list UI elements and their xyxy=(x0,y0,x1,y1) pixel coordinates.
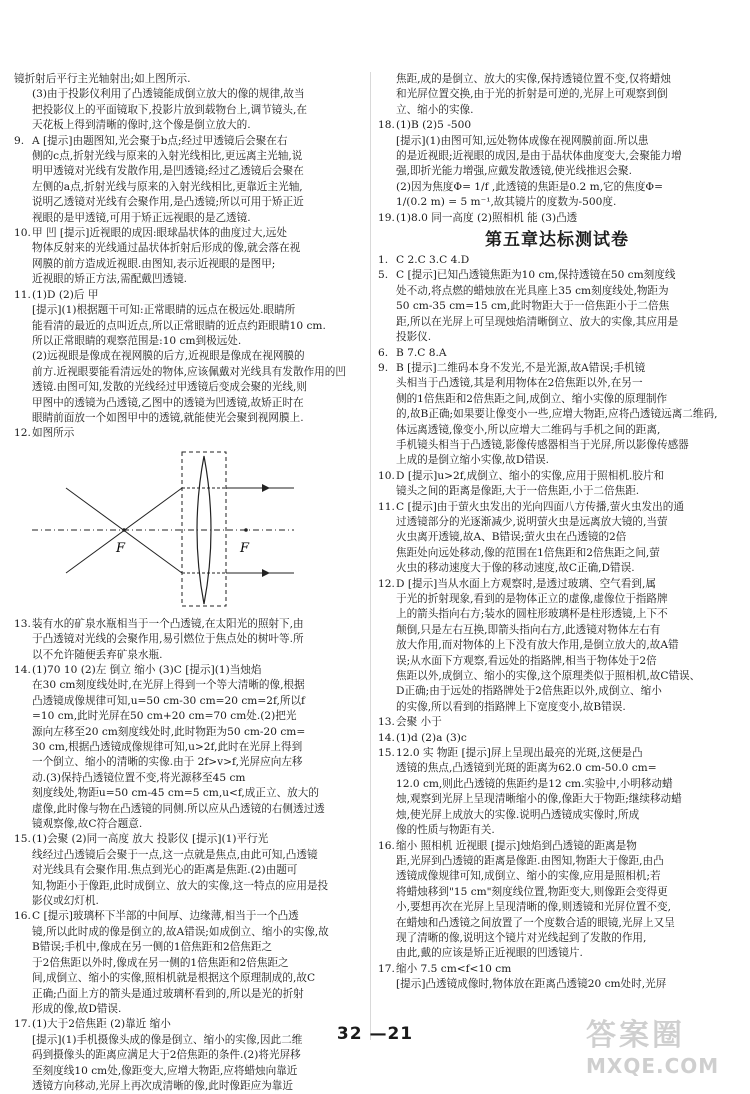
line-text: 甲图中的透镜为凸透镜,乙图中的透镜为凹透镜,故矫正时在 xyxy=(32,396,304,409)
right-column-text-b xyxy=(378,211,736,226)
text-line xyxy=(378,103,736,118)
text-line xyxy=(14,149,364,164)
line-text: 透镜的焦点,凸透镜到光斑的距离为62.0 cm-50.0 cm= xyxy=(396,762,657,775)
line-text: 距,所以在光屏上可呈现烛焰清晰倒立、放大的实像,其应用是 xyxy=(396,315,679,328)
text-line xyxy=(14,802,364,817)
text-line xyxy=(378,962,736,977)
text-line xyxy=(378,869,736,884)
line-text: B 7.C 8.A xyxy=(396,346,447,359)
text-line xyxy=(378,515,736,530)
formula-line-2: 1/(0.2 m) = 5 m⁻¹,故其镜片的度数为-500度. xyxy=(396,196,617,209)
text-line xyxy=(14,334,364,349)
text-line xyxy=(14,678,364,693)
column-divider xyxy=(370,72,371,1040)
line-text: 镜,所以此时成的像是倒立的,故A错误;如成倒立、缩小的实像,故 xyxy=(32,925,329,938)
line-text: 知,物距小于像距,此时成倒立、放大的实像,这一特点的应用是投 xyxy=(32,879,329,892)
question-number: 17. xyxy=(14,1018,31,1031)
text-line xyxy=(14,987,364,1002)
question-number: 19. xyxy=(378,211,395,224)
line-text: (1)大于2倍焦距 (2)靠近 缩小 xyxy=(32,1018,171,1031)
question-number: 14. xyxy=(14,663,31,676)
section-title: 第五章达标测试卷 xyxy=(485,230,629,251)
text-line xyxy=(378,731,736,746)
line-text: 正确;凸面上方的箭头是通过玻璃杯看到的,所以是光的折射 xyxy=(32,987,304,1000)
text-line xyxy=(378,839,736,854)
line-text: D [提示]u>2f,成倒立、缩小的实像,应用于照相机.胶片和 xyxy=(396,469,665,482)
text-line xyxy=(378,854,736,869)
line-text: [提示](1)手机摄像头成的像是倒立、缩小的实像,因此二维 xyxy=(32,1033,303,1046)
watermark-logo xyxy=(586,1010,736,1078)
line-text: 30 cm,根据凸透镜成像规律可知,u>2f,此时在光屏上得到 xyxy=(32,741,303,753)
text-line xyxy=(378,669,736,684)
line-text: [提示]凸透镜成像时,物体放在距离凸透镜20 cm处时,光屏 xyxy=(396,978,667,991)
text-line xyxy=(378,87,736,102)
text-line xyxy=(14,1002,364,1017)
text-line xyxy=(14,740,364,755)
text-line xyxy=(14,617,364,632)
text-line xyxy=(378,561,736,576)
text-line xyxy=(378,977,736,992)
line-text: 火虫离开透镜,故A、B错误;萤火虫在凸透镜的2倍 xyxy=(396,531,627,544)
line-text: (1)D (2)后 甲 xyxy=(32,288,99,301)
text-line xyxy=(14,365,364,380)
text-line xyxy=(378,638,736,653)
watermark-bottom: MXQE.COM xyxy=(586,1054,720,1078)
question-number: 10. xyxy=(14,227,31,240)
arrow-1-icon xyxy=(262,484,270,492)
text-line xyxy=(14,103,364,118)
text-line xyxy=(378,792,736,807)
line-text: [提示](1)由图可知,远处物体成像在视网膜前面.所以患 xyxy=(396,134,649,147)
text-line xyxy=(14,725,364,740)
line-text: 和光屏位置交换,由于光的折射是可逆的,光屏上可观察到倒 xyxy=(396,88,668,101)
arrow-2-icon xyxy=(262,569,270,577)
line-text: 一个倒立、缩小的清晰的实像.由于 2f>v>f,光屏应向左移 xyxy=(32,756,303,769)
text-line xyxy=(14,211,364,226)
question-number: 14. xyxy=(378,731,395,744)
text-line xyxy=(14,349,364,364)
line-text: 头相当于凸透镜,其是利用物体在2倍焦距以外,在另一 xyxy=(396,377,643,390)
line-text: 能看清的最近的点叫近点,所以正常眼睛的近点约距眼睛10 cm. xyxy=(32,319,326,332)
line-text: (1)会聚 (2)同一高度 放大 投影仪 [提示](1)平行光 xyxy=(32,833,269,846)
question-number: 12. xyxy=(14,427,31,440)
watermark-top: 答案圈 xyxy=(586,1018,685,1053)
formula-line-1: (2)因为焦度Φ= 1/f ,此透镜的焦距是0.2 m,它的焦度Φ= xyxy=(396,180,663,193)
text-line xyxy=(14,956,364,971)
line-text: 会聚 小于 xyxy=(396,716,442,729)
text-line xyxy=(14,848,364,863)
left-column xyxy=(14,72,364,1094)
text-line xyxy=(14,195,364,210)
text-line xyxy=(14,257,364,272)
line-text: 透镜成像规律可知,成倒立、缩小的实像,应用是照相机;若 xyxy=(396,870,661,883)
line-text: 手机镜头相当于凸透镜,影像传感器相当于光屏,所以影像传感器 xyxy=(396,438,689,451)
line-text: C [提示]玻璃杯下半部的中间厚、边缘薄,相当于一个凸透 xyxy=(32,910,299,923)
line-text: 至刻度线10 cm处,像距变大,应增大物距,应将蜡烛向靠近 xyxy=(32,1064,298,1077)
text-line xyxy=(378,700,736,715)
line-text: (1)70 10 (2)左 倒立 缩小 (3)C [提示](1)当烛焰 xyxy=(32,663,262,676)
line-text: (1)B (2)5 -500 xyxy=(396,119,472,132)
text-line xyxy=(378,946,736,961)
line-text: (1)8.0 同一高度 (2)照相机 能 (3)凸透 xyxy=(396,211,578,224)
question-number: 5. xyxy=(378,269,389,282)
text-line xyxy=(14,1064,364,1079)
line-text: 侧的c点,折射光线与原来的入射光线相比,更远离主光轴,说 xyxy=(32,150,303,163)
text-line xyxy=(14,241,364,256)
text-line xyxy=(14,303,364,318)
text-line xyxy=(14,396,364,411)
line-text: 将蜡烛移到"15 cm"刻度线位置,物距变大,则像距会变得更 xyxy=(396,885,668,898)
question-number: 10. xyxy=(378,469,395,482)
text-line xyxy=(378,761,736,776)
text-line xyxy=(14,180,364,195)
text-line xyxy=(378,149,736,164)
line-text: 处不动,将点燃的蜡烛放在光具座上35 cm刻度线处,物距为 xyxy=(396,284,669,297)
line-text: 于2倍焦距以外时,像成在另一侧的1倍焦距和2倍焦距之 xyxy=(32,956,289,969)
line-text: 透镜.由图可知,发散的光线经过甲透镜后变成会聚的光线,则 xyxy=(32,381,307,394)
focus-left-dot xyxy=(122,528,126,532)
convex-lens-ray-diagram xyxy=(32,444,302,614)
line-text: 12.0 实 物距 [提示]屏上呈现出最亮的光斑,这便是凸 xyxy=(396,747,643,760)
text-line xyxy=(14,832,364,847)
right-column xyxy=(378,72,736,993)
text-line xyxy=(14,380,364,395)
line-text: 焦距,成的是倒立、放大的实像,保持透镜位置不变,仅将蜡烛 xyxy=(396,73,671,85)
text-line xyxy=(14,426,364,441)
left-column-text-b xyxy=(14,617,364,1094)
text-line xyxy=(14,118,364,133)
focus-right-dot xyxy=(244,528,248,532)
question-number: 18. xyxy=(378,119,395,132)
line-text: 体远离透镜,像变小,所以应增大二维码与手机之间的距离, xyxy=(396,423,661,436)
line-text: 源向左移至20 cm刻度线处时,此时物距为50 cm-20 cm= xyxy=(32,725,306,738)
text-line xyxy=(14,694,364,709)
line-text: 说明乙透镜对光线有会聚作用,是凸透镜;所以可用于矫正近 xyxy=(32,196,304,209)
line-text: 眼睛前面放一个如图甲中的透镜,就能使光会聚到视网膜上. xyxy=(32,411,304,424)
line-text: 侧的1倍焦距和2倍焦距之间,成倒立、缩小实像的原理制作 xyxy=(396,392,668,405)
question-number: 13. xyxy=(14,617,31,630)
line-text: (2)远视眼是像成在视网膜的后方,近视眼是像成在视网膜的 xyxy=(32,350,305,363)
line-text: 明甲透镜对光线有发散作用,是凹透镜;经过乙透镜后会聚在 xyxy=(32,165,304,178)
line-text: 50 cm-35 cm=15 cm,此时物距大于一倍焦距小于二倍焦 xyxy=(396,300,670,313)
line-text: 放大作用,而对物体的上下没有放大作用,是倒立放大的,故A错 xyxy=(396,639,679,652)
line-text: 装有水的矿泉水瓶相当于一个凸透镜,在太阳光的照射下,由 xyxy=(32,617,304,630)
line-text: 烛,使光屏上成放大的实像.说明凸透镜成实像时,所成 xyxy=(396,808,640,821)
line-text: 以不允许随便丢弃矿泉水瓶. xyxy=(32,648,163,661)
text-line xyxy=(378,777,736,792)
text-line xyxy=(14,134,364,149)
line-text: 强,即折光能力增强,应戴发散透镜,使光线推迟会聚. xyxy=(396,165,632,178)
line-text: 刻度线处,物距u=50 cm-45 cm=5 cm,u<f,成正立、放大的 xyxy=(32,787,319,800)
line-text: (1)d (2)a (3)c xyxy=(396,731,467,744)
line-text: 立、缩小的实像. xyxy=(396,103,474,116)
text-line xyxy=(378,900,736,915)
text-line xyxy=(14,411,364,426)
text-line xyxy=(14,663,364,678)
page-number: 32 —21 xyxy=(336,1024,414,1044)
line-text: 线经过凸透镜后会聚于一点,这一点就是焦点,由此可知,凸透镜 xyxy=(32,848,318,861)
text-line xyxy=(378,299,736,314)
line-text: 左侧的a点,折射光线与原来的入射光线相比,更靠近主光轴, xyxy=(32,180,303,193)
question-number: 13. xyxy=(378,716,395,729)
text-line xyxy=(14,755,364,770)
question-number: 1. xyxy=(378,254,389,267)
text-line xyxy=(14,87,364,102)
line-text: 物体反射来的光线通过晶状体折射后形成的像,就会落在视 xyxy=(32,242,301,255)
text-line xyxy=(14,288,364,303)
question-number: 15. xyxy=(378,747,395,760)
line-text: 12.0 cm,则此凸透镜的焦距约是12 cm.实验中,小明移动蜡 xyxy=(396,777,673,790)
text-line xyxy=(378,361,736,376)
line-text: =10 cm,此时光屏在50 cm+20 cm=70 cm处.(2)把光 xyxy=(32,710,297,723)
text-line xyxy=(14,1048,364,1063)
right-column-text-a xyxy=(378,72,736,180)
line-text: B [提示]二维码本身不发光,不是光源,故A错误;手机镜 xyxy=(396,361,646,374)
text-line xyxy=(378,392,736,407)
text-line xyxy=(378,284,736,299)
text-line xyxy=(14,786,364,801)
line-text: 间,成倒立、缩小的实像,照相机就是根据这个原理制成的,故C xyxy=(32,972,316,985)
line-text: D正确;由于远处的指路牌处于2倍焦距以外,成倒立、缩小 xyxy=(396,685,662,698)
text-line xyxy=(378,577,736,592)
line-text: 烛,观察到光屏上呈现清晰缩小的像,像距大于物距;继续移动蜡 xyxy=(396,793,682,806)
text-line xyxy=(378,530,736,545)
line-text: 过透镜部分的光逐渐减少,说明萤火虫是远离放大镜的,当萤 xyxy=(396,515,668,528)
line-text: 所以正常眼睛的观察范围是:10 cm到极远处. xyxy=(32,334,242,347)
line-text: 缩小 照相机 近视眼 [提示]烛焰到凸透镜的距离是物 xyxy=(396,839,637,852)
line-text: 焦距以外,成倒立、缩小的实像,这个原理类似于照相机,故C错误、 xyxy=(396,670,701,683)
line-text: 像的性质与物距有关. xyxy=(396,824,495,837)
text-line xyxy=(14,817,364,832)
text-line xyxy=(378,500,736,515)
line-text: 形成的像,故D错误. xyxy=(32,1002,122,1015)
line-text: 上成的是倒立缩小实像,故D错误. xyxy=(396,454,549,467)
question-number: 16. xyxy=(378,839,395,852)
text-line xyxy=(378,72,736,87)
line-text: 火虫的移动速度大于像的移动速度,故C正确,D错误. xyxy=(396,562,635,575)
text-line xyxy=(378,715,736,730)
line-text: 投影仪. xyxy=(396,331,432,344)
text-line xyxy=(378,211,736,226)
question-number: 12. xyxy=(378,577,395,590)
text-line xyxy=(14,894,364,909)
text-line xyxy=(14,648,364,663)
text-line xyxy=(378,376,736,391)
text-line xyxy=(14,909,364,924)
text-line xyxy=(14,863,364,878)
text-line xyxy=(378,330,736,345)
line-text: B错误;手机中,像成在另一侧的1倍焦距和2倍焦距之 xyxy=(32,941,273,954)
text-line xyxy=(14,72,364,87)
lens-box xyxy=(182,452,226,606)
question-number: 16. xyxy=(14,910,31,923)
question-number: 9. xyxy=(378,361,389,374)
line-text: 缩小 7.5 cm<f<10 cm xyxy=(396,962,512,975)
line-text: 甲 凹 [提示]近视眼的成因:眼球晶状体的曲度过大,远处 xyxy=(32,227,287,240)
text-line xyxy=(378,484,736,499)
line-text: 焦距处向远处移动,像的范围在1倍焦距和2倍焦距之间,萤 xyxy=(396,546,660,559)
text-line xyxy=(378,623,736,638)
line-text: C [提示]已知凸透镜焦距为10 cm,保持透镜在50 cm刻度线 xyxy=(396,269,676,282)
lens-diagram xyxy=(14,442,364,617)
right-column-text-c xyxy=(378,253,736,993)
line-text: 小,要想再次在光屏上呈现清晰的像,则透镜和光屏位置不变, xyxy=(396,901,671,914)
line-text: 镜观察像,故C符合题意. xyxy=(32,818,143,831)
text-line xyxy=(14,709,364,724)
line-text: 动.(3)保持凸透镜位置不变,将光源移至45 cm xyxy=(32,771,246,784)
text-line xyxy=(378,134,736,149)
line-text: 虚像,此时像与物在凸透镜的同侧.所以应从凸透镜的右侧透过透 xyxy=(32,802,325,815)
question-number: 6. xyxy=(378,346,389,359)
line-text: 近视眼的矫正方法,需配戴凹透镜. xyxy=(32,273,188,286)
line-text: 误;从水面下方观察,看远处的指路牌,相当于物体处于2倍 xyxy=(396,654,657,667)
text-line xyxy=(378,438,736,453)
text-line xyxy=(14,319,364,334)
text-line xyxy=(14,940,364,955)
line-text: 天花板上得到清晰的像时,这个像是倒立放大的. xyxy=(32,119,251,132)
text-line xyxy=(378,607,736,622)
text-line xyxy=(378,885,736,900)
text-line xyxy=(378,808,736,823)
line-text: 在30 cm刻度线处时,在光屏上得到一个等大清晰的像,根据 xyxy=(32,679,305,692)
text-line xyxy=(378,164,736,179)
text-line xyxy=(378,592,736,607)
line-text: [提示](1)根据题干可知:正常眼睛的远点在极远处.眼睛所 xyxy=(32,304,296,317)
question-number: 17. xyxy=(378,962,395,975)
line-text: 距,光屏到凸透镜的距离是像距.由图知,物距大于像距,由凸 xyxy=(396,854,664,867)
line-text: 码到摄像头的距离应满足大于2倍焦距的条件.(2)将光屏移 xyxy=(32,1049,301,1062)
line-text: 凸透镜成像规律可知,u=50 cm-30 cm=20 cm=2f,所以f xyxy=(32,694,305,707)
text-line xyxy=(14,925,364,940)
line-text: 镜折射后平行主光轴射出;如上图所示. xyxy=(14,73,191,85)
question-number: 11. xyxy=(378,500,395,513)
text-line xyxy=(378,118,736,133)
line-text: 透镜方向移动,光屏上再次成清晰的像,此时像距应为靠近 xyxy=(32,1079,293,1092)
text-line xyxy=(378,684,736,699)
text-line xyxy=(378,916,736,931)
line-text: 视眼的是甲透镜,可用于矫正远视眼的是乙透镜. xyxy=(32,211,251,224)
line-text: 现了清晰的像,说明这个镜片对光线起到了发散的作用, xyxy=(396,931,647,944)
line-text: 的实像,所以看到的指路牌上下宽度变小,故B错误. xyxy=(396,700,626,713)
text-line xyxy=(378,423,736,438)
text-line xyxy=(14,226,364,241)
text-line xyxy=(378,315,736,330)
text-line xyxy=(14,1079,364,1094)
text-line xyxy=(378,268,736,283)
line-text: 把投影仪上的平面镜取下,投影片放到载物台上,调节镜头,在 xyxy=(32,103,307,116)
line-text: 影仪或幻灯机. xyxy=(32,895,99,908)
focus-left-label: F xyxy=(116,540,126,556)
text-line xyxy=(378,823,736,838)
line-text: 的,故B正确;如果要让像变小一些,应增大物距,应将凸透镜远离二维码, xyxy=(396,408,718,421)
text-line xyxy=(378,346,736,361)
line-text: 于光的折射现象,看到的是物体正立的虚像,虚像位于指路牌 xyxy=(396,593,668,605)
text-line xyxy=(378,453,736,468)
line-text: (3)由于投影仪利用了凸透镜能成倒立放大的像的规律,故当 xyxy=(32,88,305,101)
line-text: D [提示]当从水面上方观察时,是透过玻璃、空气看到,属 xyxy=(396,577,656,590)
text-line xyxy=(378,746,736,761)
question-number: 11. xyxy=(14,288,31,301)
text-line xyxy=(14,272,364,287)
text-line xyxy=(14,164,364,179)
line-text: 由此,戴的应该是矫正近视眼的凹透镜片. xyxy=(396,947,583,960)
text-line xyxy=(378,931,736,946)
line-text: 于凸透镜对光线的会聚作用,易引燃位于焦点处的树叶等.所 xyxy=(32,633,304,646)
text-line xyxy=(14,632,364,647)
text-line xyxy=(378,253,736,268)
text-line xyxy=(378,469,736,484)
line-text: 镜头之间的距离是像距,大于一倍焦距,小于二倍焦距. xyxy=(396,485,640,498)
line-text: 上的箭头指向右方;装水的圆柱形玻璃杯是柱形透镜,上下不 xyxy=(396,608,668,621)
line-text: A [提示]由题图知,光会聚于b点;经过甲透镜后会聚在右 xyxy=(32,134,288,147)
text-line xyxy=(378,654,736,669)
line-text: C 2.C 3.C 4.D xyxy=(396,254,470,267)
focus-right-label: F xyxy=(240,540,250,556)
left-column-text-a xyxy=(14,72,364,442)
question-number: 15. xyxy=(14,833,31,846)
line-text: 的是近视眼;近视眼的成因,是由于晶状体曲度变大,会聚能力增 xyxy=(396,150,682,163)
line-text: 如图所示 xyxy=(32,427,75,440)
line-text: 颠倒,只是左右互换,即箭头指向右方,此透镜对物体左右有 xyxy=(396,623,661,636)
text-line xyxy=(14,971,364,986)
line-text: 网膜的前方造成近视眼.由图知,表示近视眼的是图甲; xyxy=(32,257,276,270)
text-line xyxy=(378,407,736,422)
line-text: 在蜡烛和凸透镜之间放置了一个度数合适的眼镜,光屏上又呈 xyxy=(396,916,675,929)
question-number: 9. xyxy=(14,134,25,147)
text-line xyxy=(14,879,364,894)
text-line xyxy=(14,771,364,786)
line-text: C [提示]由于萤火虫发出的光向四面八方传播,萤火虫发出的通 xyxy=(396,500,684,513)
text-line xyxy=(378,546,736,561)
line-text: 对光线具有会聚作用.焦点到光心的距离是焦距.(2)由题可 xyxy=(32,864,298,877)
line-text: 前方.近视眼要能看清远处的物体,应该佩戴对光线具有发散作用的凹 xyxy=(32,365,346,378)
